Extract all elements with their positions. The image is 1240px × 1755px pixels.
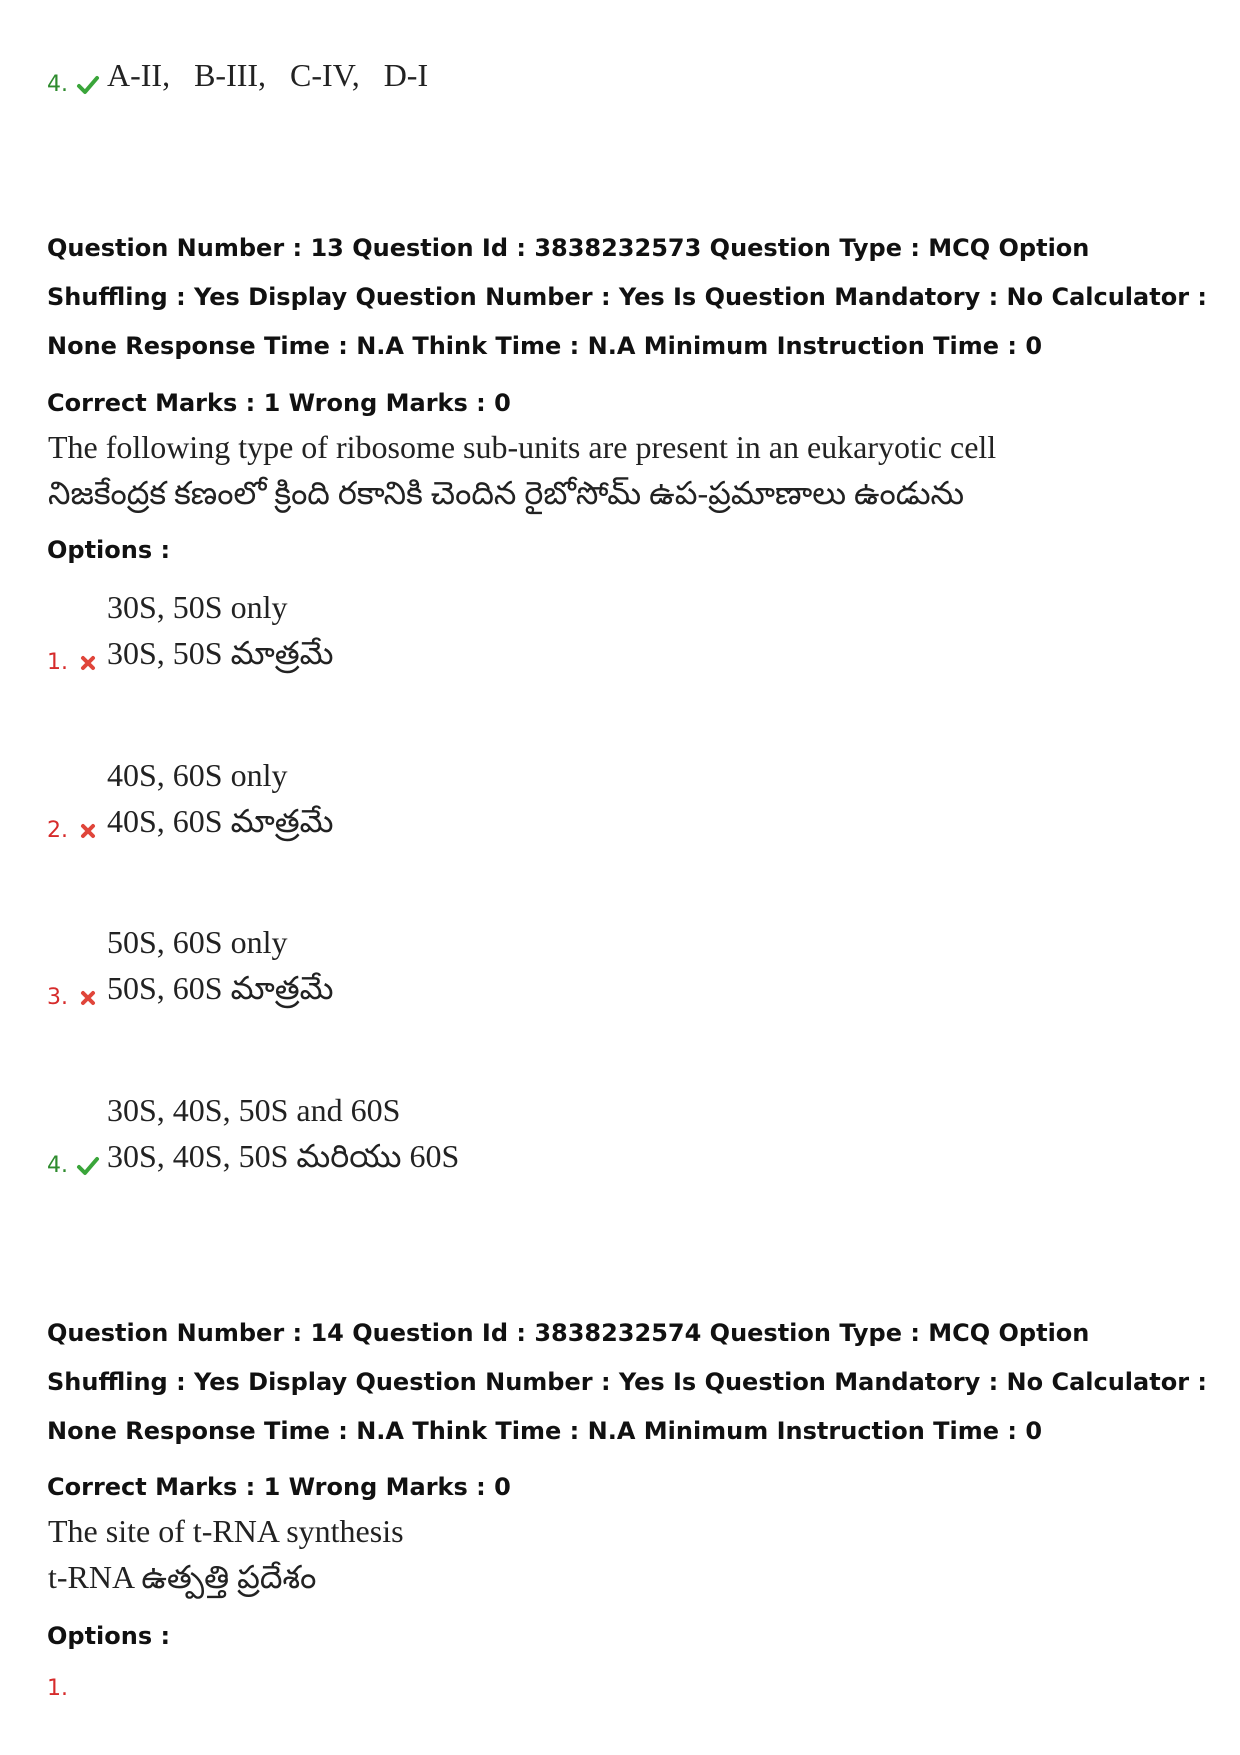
- option-number: 2.: [47, 818, 68, 843]
- question-14-text: [48, 1508, 404, 1600]
- question-14-text-en: The site of t-RNA synthesis: [48, 1513, 404, 1549]
- question-14-meta: Question Number : 14 Question Id : 3838232574 Question Type : MCQ Option Shuffling : Yes Display Question Number : Yes Is Question Mandatory : No Calculator : None Response Time : N.A Think Time : N.A Minimum Instruction Time : 0: [47, 1319, 1207, 1445]
- cross-icon: [75, 650, 101, 676]
- option-text: [107, 1087, 459, 1179]
- option-text-en: 30S, 40S, 50S and 60S: [107, 1092, 401, 1128]
- option-text-te: 30S, 50S మాత్రమే: [107, 635, 334, 671]
- question-13-option-2[interactable]: [47, 752, 333, 844]
- cross-icon: [75, 985, 101, 1011]
- cross-icon: [75, 818, 101, 844]
- option-text-te: 40S, 60S మాత్రమే: [107, 803, 334, 839]
- option-number: 1.: [47, 650, 68, 675]
- question-13-option-4[interactable]: [47, 1087, 459, 1179]
- question-14-options-label: Options :: [47, 1622, 171, 1650]
- question-13-marks: Correct Marks : 1 Wrong Marks : 0: [47, 389, 511, 417]
- previous-question-option-4: [47, 52, 428, 98]
- option-text-te: 30S, 40S, 50S మరియు 60S: [107, 1138, 460, 1174]
- question-13-text-en: The following type of ribosome sub-units are present in an eukaryotic cell: [48, 429, 997, 465]
- option-text-en: 40S, 60S only: [107, 757, 288, 793]
- question-14-marks: Correct Marks : 1 Wrong Marks : 0: [47, 1473, 511, 1501]
- option-text: [107, 919, 333, 1011]
- question-13-option-3[interactable]: [47, 919, 333, 1011]
- question-13-meta: Question Number : 13 Question Id : 3838232573 Question Type : MCQ Option Shuffling : Yes Display Question Number : Yes Is Question Mandatory : No Calculator : None Response Time : N.A Think Time : N.A Minimum Instruction Time : 0: [47, 234, 1207, 360]
- option-number: 4.: [47, 1153, 68, 1178]
- check-icon: [75, 1153, 101, 1179]
- question-13-text-te: నిజకేంద్రక కణంలో క్రింది రకానికి చెందిన రైబోసోమ్ ఉప-ప్రమాణాలు ఉండును: [48, 475, 965, 511]
- option-text-en: 30S, 50S only: [107, 589, 288, 625]
- question-13-option-1[interactable]: [47, 584, 333, 676]
- question-14-text-te: t-RNA ఉత్పత్తి ప్రదేశం: [48, 1559, 317, 1595]
- option-number: 3.: [47, 985, 68, 1010]
- option-text-en: 50S, 60S only: [107, 924, 288, 960]
- option-text-te: 50S, 60S మాత్రమే: [107, 970, 334, 1006]
- question-13-text: [48, 424, 996, 516]
- option-number: 4.: [47, 72, 68, 97]
- question-14-option-1[interactable]: [47, 1676, 75, 1702]
- question-13-options-label: Options :: [47, 536, 171, 564]
- option-text: [107, 584, 333, 676]
- option-number: 1.: [47, 1676, 68, 1701]
- option-text: A-II, B-III, C-IV, D-I: [107, 57, 429, 93]
- option-text: [107, 752, 333, 844]
- check-icon: [75, 72, 101, 98]
